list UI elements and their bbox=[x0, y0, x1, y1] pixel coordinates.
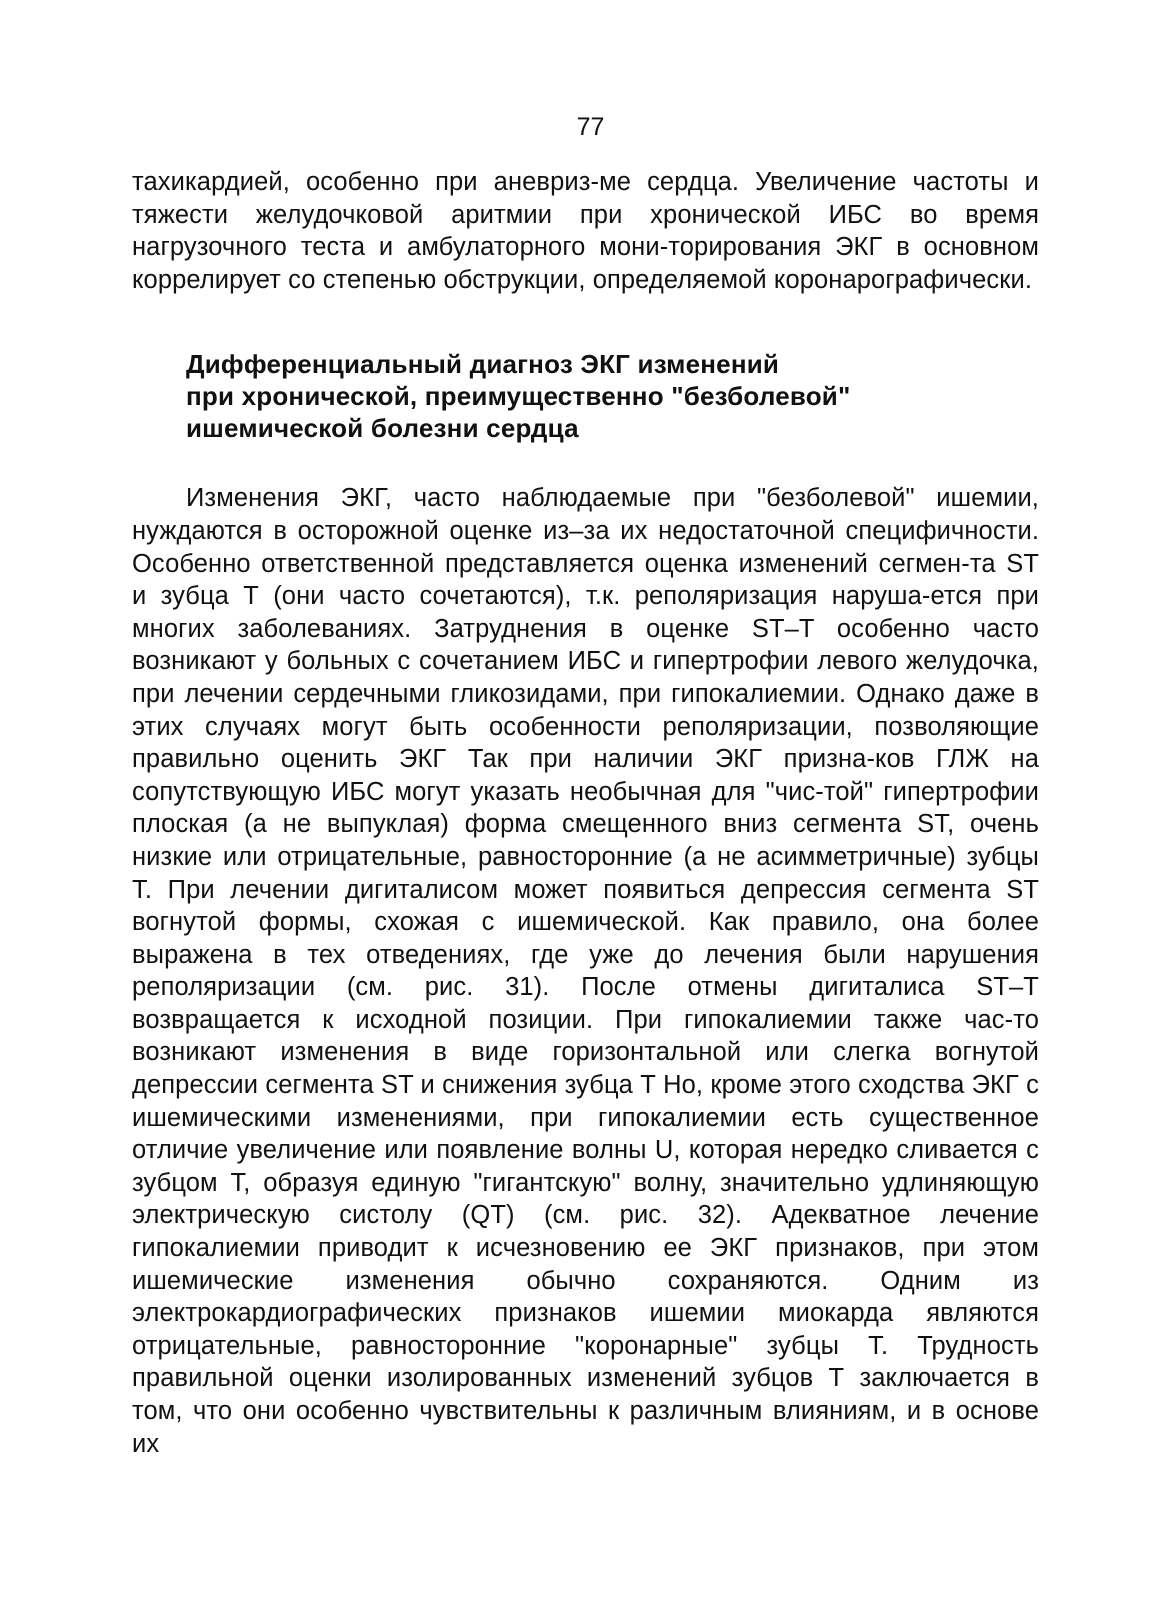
section-heading-line-1: Дифференциальный диагноз ЭКГ изменений bbox=[186, 349, 780, 380]
paragraph-intro: тахикардией, особенно при аневриз-ме сердца. Увеличение частоты и тяжести желудочковой аритмии при хронической ИБС во время нагрузочного теста и амбулаторного мони-торирования ЭКГ в основном коррелирует со степенью обструкции, определяемой коронарографически. bbox=[132, 168, 1039, 294]
section-heading bbox=[186, 348, 1039, 444]
paragraph-body: Изменения ЭКГ, часто наблюдаемые при "безболевой" ишемии, нуждаются в осторожной оценке из–за их недостаточной специфичности. Особенно ответственной представляется оценка изменений сегмен-та ST и зубца Т (они часто сочетаются), т.к. реполяризация наруша-ется при многих заболеваниях. Затруднения в оценке ST–T особенно часто возникают у больных с сочетанием ИБС и гипертрофии левого желудочка, при лечении сердечными гликозидами, при гипокалиемии. Однако даже в этих случаях могут быть особенности реполяризации, позволяющие правильно оценить ЭКГ Так при наличии ЭКГ призна-ков ГЛЖ на сопутствующую ИБС могут указать необычная для "чис-той" гипертрофии плоская (а не выпуклая) форма смещенного вниз сегмента ST, очень низкие или отрицательные, равносторонние (а не асимметричные) зубцы Т. При лечении дигиталисом может появиться депрессия сегмента ST вогнутой формы, схожая с ишемической. Как правило, она более выражена в тех отведениях, где уже до лечения были нарушения реполяризации (см. рис. 31). После отмены дигиталиса ST–T возвращается к исходной позиции. При гипокалиемии также час-то возникают изменения в виде горизонтальной или слегка вогнутой депрессии сегмента ST и снижения зубца Т Но, кроме этого сходства ЭКГ с ишемическими изменениями, при гипокалиемии есть существенное отличие увеличение или появление волны U, которая нередко сливается с зубцом Т, образуя единую "гигантскую" волну, значительно удлиняющую электрическую систолу (QT) (см. рис. 32). Адекватное лечение гипокалиемии приводит к исчезновению ее ЭКГ признаков, при этом ишемические изменения обычно сохраняются. Одним из электрокардиографических признаков ишемии миокарда являются отрицательные, равносторонние "коронарные" зубцы Т. Трудность правильной оценки изолированных изменений зубцов Т заключается в том, что они особенно чувствительны к различным влияниям, и в основе их bbox=[132, 484, 1039, 1458]
section-heading-line-3: ишемической болезни сердца bbox=[186, 413, 579, 444]
section-heading-line-2: при хронической, преимущественно "безболевой" bbox=[186, 381, 851, 412]
page-number: 77 bbox=[576, 113, 605, 141]
